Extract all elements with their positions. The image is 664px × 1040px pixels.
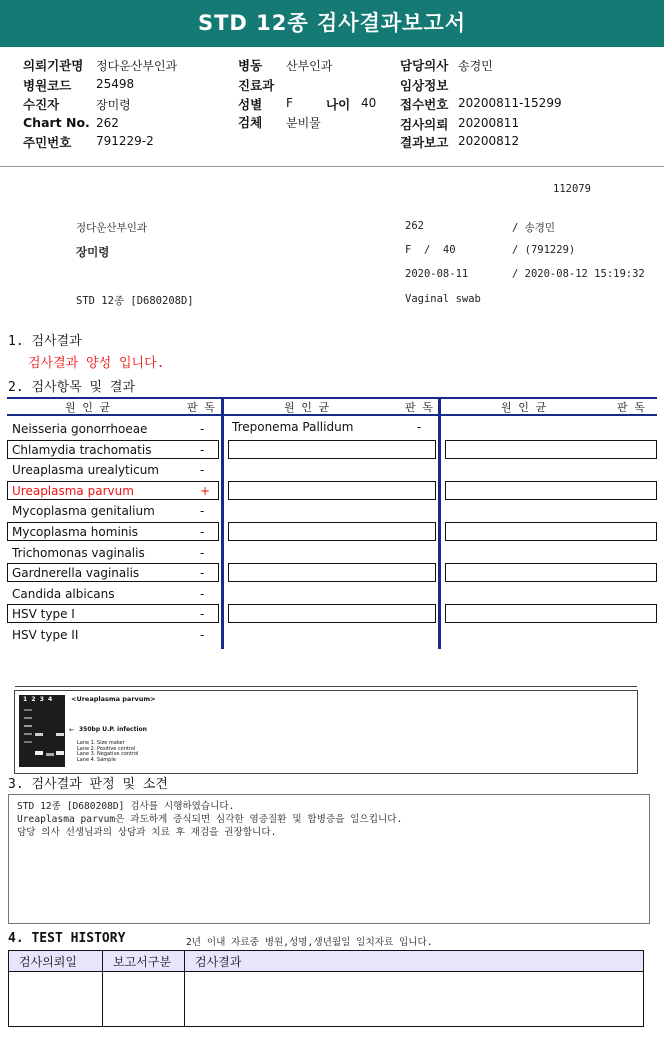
history-header-date: 검사의뢰일 xyxy=(9,951,103,972)
empty-cell xyxy=(228,604,436,623)
ward-label: 병동 xyxy=(238,58,263,73)
gel-legend-item: Lane 4. Sample xyxy=(77,756,116,763)
table-row xyxy=(7,604,221,624)
ward-value: 산부인과 xyxy=(286,59,333,73)
block-doctor: / 송경민 xyxy=(512,222,556,234)
code-value: 25498 xyxy=(96,77,135,91)
table-row xyxy=(7,522,221,542)
gel-legend-item: Lane 1. Size maker xyxy=(77,740,125,746)
pathogen-result: - xyxy=(200,607,205,622)
clinical-label: 임상정보 xyxy=(400,78,449,93)
pathogen-name: HSV type II xyxy=(12,628,79,642)
gel-legend-item: Lane 3. Negative control xyxy=(77,751,139,757)
pathogen-name: Trichomonas vaginalis xyxy=(12,545,145,560)
col-pathogen-2: 원 인 균 xyxy=(284,401,330,414)
history-table xyxy=(8,950,644,1027)
report-label: 결과보고 xyxy=(400,135,449,150)
pathogen-result: - xyxy=(200,586,205,601)
chart-value: 262 xyxy=(96,116,119,130)
finding-line: 담당 의사 선생님과의 상담과 치료 후 재검을 권장합니다. xyxy=(17,827,277,838)
empty-cell xyxy=(228,522,436,541)
table-row xyxy=(7,543,221,563)
patient-label: 수진자 xyxy=(23,97,60,112)
pathogen-name: Ureaplasma urealyticum xyxy=(12,463,159,478)
gel-band-label: 350bp U.P. infection xyxy=(79,726,147,733)
pathogen-result: - xyxy=(200,422,205,436)
history-header-result: 검사결과 xyxy=(185,951,644,972)
treponema-result: - xyxy=(417,420,422,434)
report-id: 112079 xyxy=(553,183,591,195)
block-test: STD 12종 [D680208D] xyxy=(76,295,194,307)
table-row xyxy=(7,563,221,583)
pathogen-result: + xyxy=(200,483,211,498)
request-label: 검사의뢰 xyxy=(400,117,449,132)
block-request-date: 2020-08-11 xyxy=(405,268,469,280)
ssn-label: 주민번호 xyxy=(23,135,72,150)
col-judge-2: 판 독 xyxy=(405,401,433,414)
block-dob: / (791229) xyxy=(512,244,576,256)
gel-legend-item: Lane 2. Positive control xyxy=(77,745,136,752)
pathogen-name: Chlamydia trachomatis xyxy=(12,442,152,457)
sex-value: F xyxy=(286,96,293,110)
pathogen-result: - xyxy=(200,525,205,539)
specimen-value: 분비물 xyxy=(286,116,321,130)
hospital-label: 의뢰기관명 xyxy=(23,58,84,73)
code-label: 병원코드 xyxy=(23,78,72,93)
table-row xyxy=(7,440,221,460)
gel-title: <Ureaplasma parvum> xyxy=(71,695,156,703)
patient-info-panel xyxy=(0,48,664,167)
dept-label: 진료과 xyxy=(238,78,275,93)
col-judge-1: 판 독 xyxy=(187,401,215,414)
gel-electrophoresis-image xyxy=(19,695,65,767)
empty-cell xyxy=(228,481,436,500)
empty-cell xyxy=(445,481,657,500)
section1-title: 1. 검사결과 xyxy=(8,334,82,349)
empty-cell xyxy=(445,604,657,623)
section3-title: 3. 검사결과 판정 및 소견 xyxy=(8,777,168,792)
col-pathogen-1: 원 인 균 xyxy=(65,401,111,414)
chart-label: Chart No. xyxy=(23,115,90,130)
sex-label: 성별 xyxy=(238,97,263,112)
gel-lane-numbers: 1 2 3 4 xyxy=(23,696,53,703)
col-pathogen-3: 원 인 균 xyxy=(501,401,547,414)
age-label: 나이 xyxy=(326,97,351,112)
doctor-label: 담당의사 xyxy=(400,58,449,73)
block-sex-age: F / 40 xyxy=(405,244,456,256)
pathogen-name: Mycoplasma hominis xyxy=(12,525,138,539)
pathogen-result: - xyxy=(200,628,205,642)
pathogen-result: - xyxy=(200,545,205,560)
block-chart: 262 xyxy=(405,220,424,232)
history-header-type: 보고서구분 xyxy=(103,951,185,972)
table-row xyxy=(7,419,221,439)
pathogen-name: Mycoplasma genitalium xyxy=(12,504,155,519)
block-hospital: 정다운산부인과 xyxy=(76,222,148,234)
pathogen-result: - xyxy=(200,566,205,581)
gel-image-panel: 1 2 3 4 <Ureaplasma parvum> ← 350bp U.P. infection Lane 1. Size maker Lane 2. Positive control Lane 3. Negative control Lane 4. Sample xyxy=(14,690,638,774)
history-empty-row xyxy=(9,972,644,1027)
findings-box xyxy=(8,794,650,924)
specimen-label: 검체 xyxy=(238,115,263,130)
empty-cell xyxy=(445,522,657,541)
treponema-name: Treponema Pallidum xyxy=(232,420,354,434)
block-patient: 장미령 xyxy=(76,245,110,259)
block-specimen: Vaginal swab xyxy=(405,293,481,305)
empty-cell xyxy=(228,440,436,459)
gel-legend xyxy=(77,741,138,763)
pathogen-result: - xyxy=(200,504,205,519)
empty-cell xyxy=(228,563,436,582)
empty-cell xyxy=(445,440,657,459)
section4-title: 4. TEST HISTORY xyxy=(8,931,126,946)
receipt-value: 20200811-15299 xyxy=(458,96,562,110)
pathogen-name: Ureaplasma parvum xyxy=(12,483,134,498)
request-value: 20200811 xyxy=(458,116,520,130)
finding-line: STD 12종 [D680208D] 검사를 시행하였습니다. xyxy=(17,801,235,812)
hospital-value: 정다운산부인과 xyxy=(96,59,178,73)
report-title: STD 12종 검사결과보고서 xyxy=(0,0,664,47)
doctor-value: 송경민 xyxy=(458,59,493,73)
ssn-value: 791229-2 xyxy=(96,134,154,148)
pathogen-result: - xyxy=(200,442,205,457)
pathogen-name: Gardnerella vaginalis xyxy=(12,566,140,581)
age-value: 40 xyxy=(361,96,377,110)
pathogen-name: Neisseria gonorrhoeae xyxy=(12,422,148,436)
empty-cell xyxy=(445,563,657,582)
col-judge-3: 판 독 xyxy=(617,401,645,414)
table-row xyxy=(7,501,221,521)
receipt-label: 접수번호 xyxy=(400,97,449,112)
result-summary: 검사결과 양성 입니다. xyxy=(28,356,165,371)
table-row xyxy=(7,460,221,480)
pathogen-name: HSV type I xyxy=(12,607,75,622)
table-row xyxy=(7,481,221,501)
section2-title: 2. 검사항목 및 결과 xyxy=(8,380,136,395)
report-value: 20200812 xyxy=(458,134,520,148)
history-note: 2년 이내 자료중 병원,성명,생년월일 일치자료 입니다. xyxy=(186,937,433,948)
patient-value: 장미령 xyxy=(96,98,131,112)
block-report-date: / 2020-08-12 15:19:32 xyxy=(512,268,645,280)
pathogen-result: - xyxy=(200,463,205,478)
table-row xyxy=(7,625,221,645)
table-row xyxy=(7,584,221,604)
finding-line: Ureaplasma parvum은 과도하게 증식되면 심각한 염증질환 및 합병증을 일으킵니다. xyxy=(17,814,403,825)
pathogen-name: Candida albicans xyxy=(12,586,115,601)
